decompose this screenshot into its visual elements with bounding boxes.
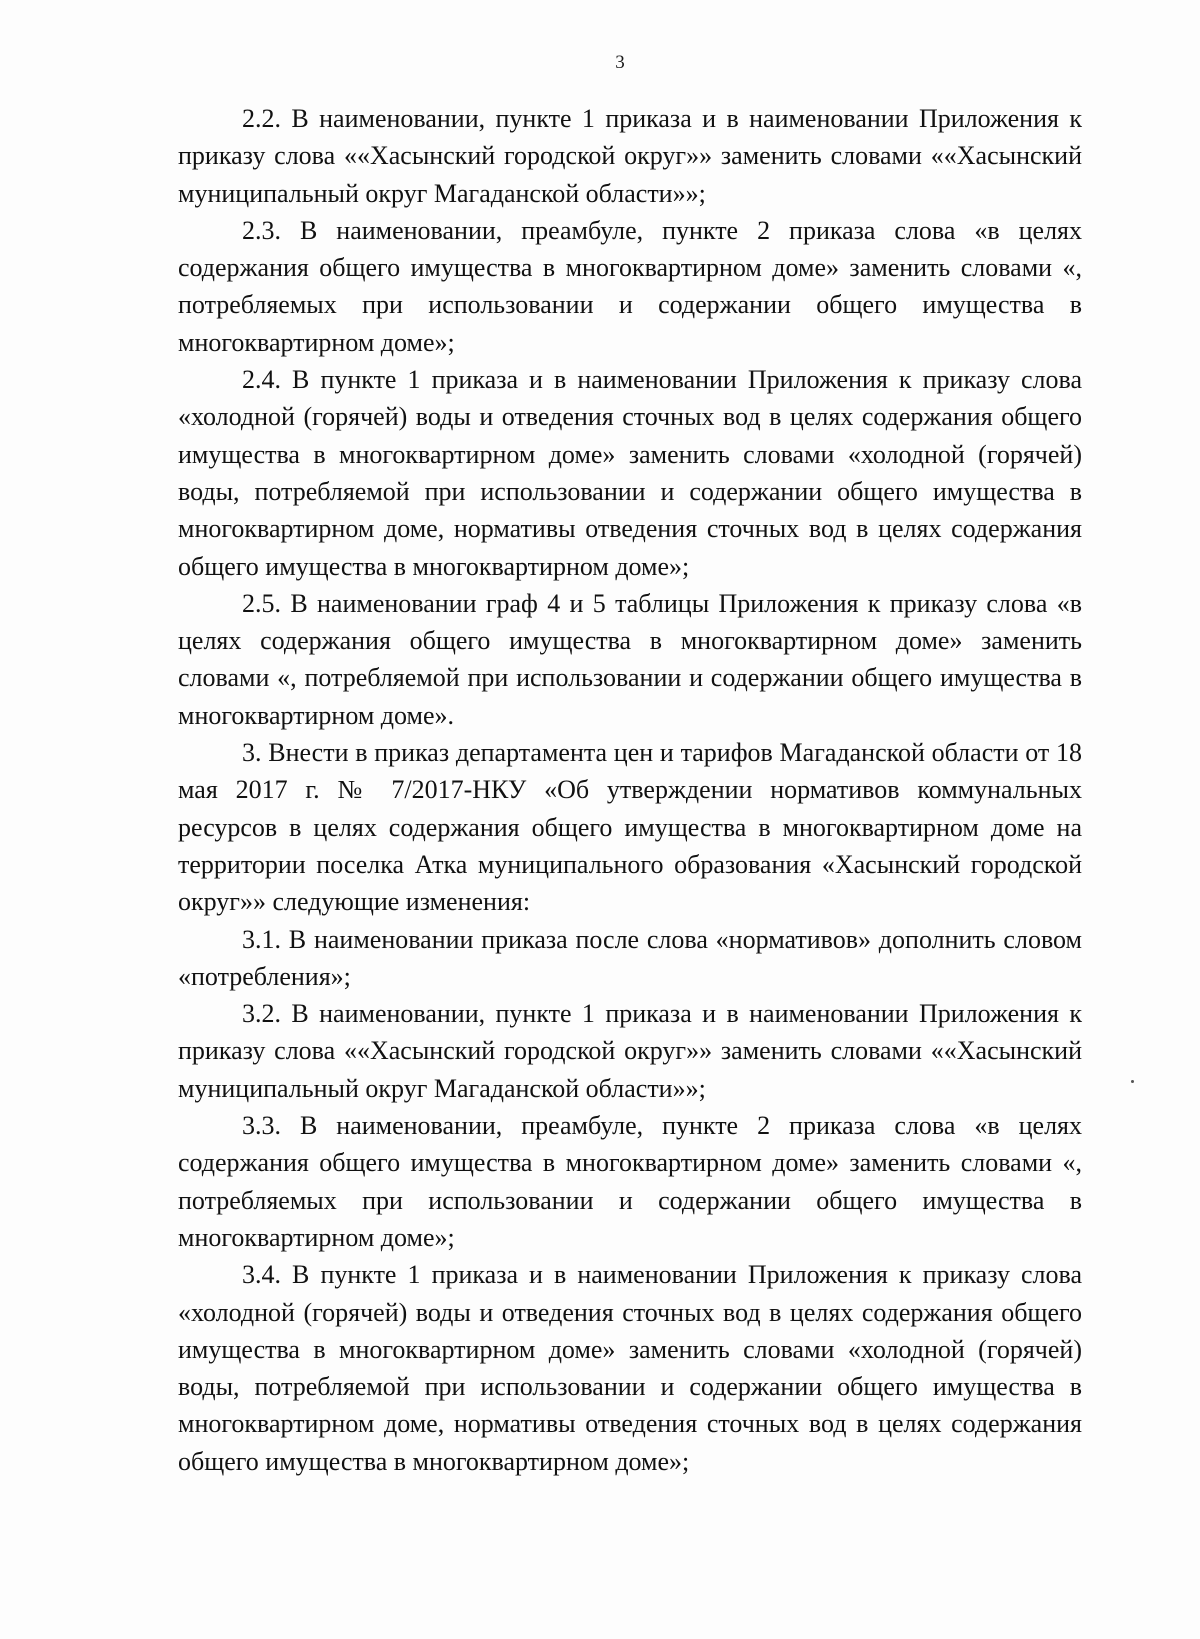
paragraph-2-2: 2.2. В наименовании, пункте 1 приказа и в наименовании Приложения к приказу слова ««Хасынский городской округ»» заменить словами ««Хасынский муниципальный округ Магаданской области»»; xyxy=(178,104,1082,208)
paragraph-3-4: 3.4. В пункте 1 приказа и в наименовании Приложения к приказу слова «холодной (горячей) воды и отведения сточных вод в целях содержания общего имущества в многоквартирном доме» заменить словами «холодной (горячей) воды, потребляемой при использовании и содержании общего имущества в многоквартирном доме, нормативы отведения сточных вод в целях содержания общего имущества в многоквартирном доме»; xyxy=(178,1260,1082,1476)
paragraph-2-5: 2.5. В наименовании граф 4 и 5 таблицы Приложения к приказу слова «в целях содержания общего имущества в многоквартирном доме» заменить словами «, потребляемой при использовании и содержании общего имущества в многоквартирном доме». xyxy=(178,588,1082,730)
paragraph-2-3: 2.3. В наименовании, преамбуле, пункте 2 приказа слова «в целях содержания общего имущества в многоквартирном доме» заменить словами «, потребляемых при использовании и содержании общего имущества в многоквартирном доме»; xyxy=(178,215,1082,357)
page-number: 3 xyxy=(615,52,625,73)
paragraph-3: 3. Внести в приказ департамента цен и тарифов Магаданской области от 18 мая 2017 г. № 7/2017-НКУ «Об утверждении нормативов коммунальных ресурсов в целях содержания общего имущества в многоквартирном доме на территории поселка Атка муниципального образования «Хасынский городской округ»» следующие изменения: xyxy=(178,738,1082,917)
paragraph-3-3: 3.3. В наименовании, преамбуле, пункте 2 приказа слова «в целях содержания общего имущества в многоквартирном доме» заменить словами «, потребляемых при использовании и содержании общего имущества в многоквартирном доме»; xyxy=(178,1111,1082,1252)
paragraph-2-4: 2.4. В пункте 1 приказа и в наименовании Приложения к приказу слова «холодной (горячей) воды и отведения сточных вод в целях содержания общего имущества в многоквартирном доме» заменить словами «холодной (горячей) воды, потребляемой при использовании и содержании общего имущества в многоквартирном доме, нормативы отведения сточных вод в целях содержания общего имущества в многоквартирном доме»; xyxy=(178,365,1082,581)
paragraph-3-1: 3.1. В наименовании приказа после слова «нормативов» дополнить словом «потребления»; xyxy=(178,924,1082,991)
paragraph-3-2: 3.2. В наименовании, пункте 1 приказа и в наименовании Приложения к приказу слова ««Хасынский городской округ»» заменить словами ««Хасынский муниципальный округ Магаданской области»»; xyxy=(178,999,1082,1103)
scan-speck xyxy=(1131,1080,1134,1083)
document-body xyxy=(178,100,1082,1480)
